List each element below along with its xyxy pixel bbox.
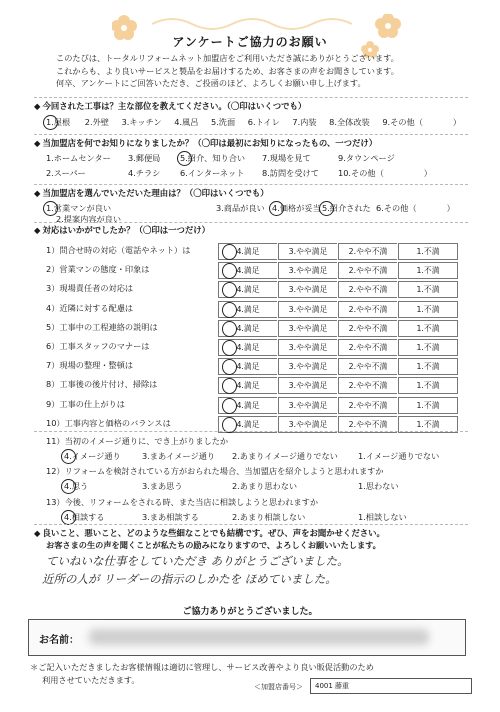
q4-rating-option[interactable]: 1.不満 bbox=[398, 377, 458, 394]
q4-rating-option[interactable]: 1.不満 bbox=[398, 358, 458, 375]
answer-circle-mark bbox=[222, 340, 237, 356]
divider bbox=[34, 431, 468, 432]
q1-option-washroom[interactable]: 5.洗面 bbox=[211, 117, 236, 127]
q4-rating-option[interactable]: 4.満足 bbox=[218, 358, 277, 375]
q1-text: 今回された工事は？主な部位を教えてください。 bbox=[42, 101, 227, 111]
answer-circle-mark bbox=[222, 321, 237, 337]
comment-area[interactable] bbox=[42, 551, 466, 595]
q2-option-flyer[interactable]: 4.チラシ bbox=[128, 168, 161, 178]
q4-row-2 bbox=[46, 260, 476, 280]
q3-option-referred[interactable]: 5.紹介された bbox=[322, 203, 371, 214]
q4-item-label: 6）工事スタッフのマナーは bbox=[46, 341, 150, 351]
q12-option-not-really[interactable]: 2.あまり思わない bbox=[232, 481, 298, 491]
q4-rating-option[interactable]: 1.不満 bbox=[398, 243, 458, 260]
answer-circle-mark bbox=[222, 398, 237, 414]
privacy-note-line: ＊ご記入いただきましたお客様情報は適切に管理し、サービス改善やより良い販促活動のため bbox=[30, 662, 374, 672]
q4-rating-option[interactable]: 3.やや満足 bbox=[278, 339, 337, 356]
q4-rating-option[interactable]: 3.やや満足 bbox=[278, 301, 337, 318]
q4-rating-option[interactable]: 2.やや不満 bbox=[338, 358, 397, 375]
intro-line: このたびは、トータルリフォームネット加盟店をご利用いただき誠にありがとうございます。 bbox=[56, 53, 399, 63]
answer-circle-mark bbox=[61, 449, 76, 464]
intro-text bbox=[56, 52, 476, 90]
q2-option-supermarket[interactable]: 2.スーパー bbox=[46, 168, 86, 178]
q1-option-other[interactable]: 9.その他（ ） bbox=[382, 117, 462, 127]
intro-line: これからも、より良いサービスと製品をお届けするため、お客さまの声をお聞きしています。 bbox=[56, 65, 399, 76]
q4-rating-option[interactable]: 3.やや満足 bbox=[278, 320, 337, 337]
q4-rating-option[interactable]: 3.やや満足 bbox=[278, 377, 337, 394]
q4-rating-option[interactable]: 2.やや不満 bbox=[338, 416, 397, 433]
divider bbox=[34, 97, 468, 98]
q4-rating-option[interactable]: 4.満足 bbox=[218, 262, 277, 279]
q4-rating-option[interactable]: 2.やや不満 bbox=[338, 339, 397, 356]
q4-rating-option[interactable]: 1.不満 bbox=[398, 397, 458, 414]
q4-rating-option[interactable]: 2.やや不満 bbox=[338, 377, 397, 394]
q4-rating-option[interactable]: 2.やや不満 bbox=[338, 262, 397, 279]
q4-rating-option[interactable]: 2.やや不満 bbox=[338, 320, 397, 337]
q4-rating-option[interactable]: 4.満足 bbox=[218, 243, 277, 260]
q4-rating-option[interactable]: 2.やや不満 bbox=[338, 281, 397, 298]
q4-rating-option[interactable]: 2.やや不満 bbox=[338, 397, 397, 414]
comments-lead-1: ◆ 良いこと、悪いこと、どのような些細なことでも結構です。ぜひ、声をお聞かせください。 bbox=[34, 528, 385, 538]
q4-rating-option[interactable]: 1.不満 bbox=[398, 339, 458, 356]
answer-circle-mark bbox=[222, 302, 237, 318]
q2-option-referral[interactable]: 5.紹介、知り合い bbox=[180, 153, 245, 164]
q4-rating-option[interactable]: 4.満足 bbox=[218, 339, 277, 356]
answer-circle-mark bbox=[319, 201, 334, 216]
q4-rating-option[interactable]: 3.やや満足 bbox=[278, 397, 337, 414]
answer-circle-mark bbox=[61, 510, 76, 525]
q4-rating-option[interactable]: 3.やや満足 bbox=[278, 281, 337, 298]
q4-rating-option[interactable]: 3.やや満足 bbox=[278, 262, 337, 279]
q4-row-4 bbox=[46, 299, 476, 319]
divider bbox=[34, 222, 468, 223]
q4-item-label: 7）現場の整理・整頓は bbox=[46, 360, 134, 371]
q3-option-other[interactable]: 6.その他（ ） bbox=[376, 203, 455, 213]
q3-note: （〇印はいくつでも） bbox=[184, 188, 269, 198]
q4-item-label: 1）問合せ時の対応（電話やネット）は bbox=[46, 245, 191, 255]
q1-options bbox=[46, 117, 461, 128]
q4-row-8 bbox=[46, 375, 476, 395]
q1-option-full-renovation[interactable]: 8.全体改装 bbox=[329, 117, 370, 127]
q2-option-other[interactable]: 10.その他（ ） bbox=[338, 168, 432, 178]
q1-option-interior[interactable]: 7.内装 bbox=[292, 117, 317, 127]
q11-text: 11）当初のイメージ通りに、でき上がりましたか bbox=[46, 436, 229, 446]
divider bbox=[34, 134, 468, 135]
q3-option-good-salesperson[interactable]: 1.営業マンが良い bbox=[46, 203, 111, 214]
q13-option-will-consult[interactable]: 4.相談する bbox=[64, 512, 105, 523]
q1-heading: ◆ 今回された工事は？主な部位を教えてください。（〇印はいくつでも） bbox=[34, 101, 307, 111]
q11-option-not-quite[interactable]: 2.あまりイメージ通りでない bbox=[232, 451, 338, 461]
q4-rating-option[interactable]: 4.満足 bbox=[218, 416, 277, 433]
q4-item-label: 3）現場責任者の対応は bbox=[46, 283, 134, 294]
q2-option-internet[interactable]: 6.インターネット bbox=[180, 168, 245, 178]
q1-option-kitchen[interactable]: 3.キッチン bbox=[121, 117, 162, 127]
q4-row-9 bbox=[46, 395, 476, 415]
survey-title: アンケートご協力のお願い bbox=[172, 35, 328, 49]
q4-rating-option[interactable]: 1.不満 bbox=[398, 416, 458, 433]
q3-heading: ◆ 当加盟店を選んでいただいた理由は？（〇印はいくつでも） bbox=[34, 188, 269, 198]
q4-row-3 bbox=[46, 279, 476, 299]
q4-item-label: 5）工事中の工程連絡の説明は bbox=[46, 321, 158, 332]
name-field[interactable] bbox=[28, 619, 466, 656]
store-number-label: ＜加盟店番号＞ bbox=[254, 683, 303, 691]
q4-rating-option[interactable]: 1.不満 bbox=[398, 281, 458, 298]
divider bbox=[34, 524, 468, 525]
q2-text: 当加盟店を何でお知りになりましたか？ bbox=[42, 138, 194, 148]
q4-row-7 bbox=[46, 356, 476, 376]
q3-text: 当加盟店を選んでいただいた理由は？ bbox=[42, 188, 185, 198]
q13-option-unlikely[interactable]: 2.あまり相談しない bbox=[232, 512, 306, 522]
divider bbox=[34, 184, 468, 185]
q2-note: （〇印は最初にお知りになったもの、一つだけ） bbox=[193, 138, 378, 148]
q13-option-will-not[interactable]: 1.相談しない bbox=[358, 512, 407, 522]
answer-circle-mark bbox=[222, 359, 237, 375]
q4-item-label: 2）営業マンの態度・印象は bbox=[46, 264, 150, 275]
q4-rating-option[interactable]: 4.満足 bbox=[218, 320, 277, 337]
q2-heading: ◆ 当加盟店を何でお知りになりましたか？（〇印は最初にお知りになったもの、一つだけ） bbox=[34, 138, 378, 148]
q4-rating-option[interactable]: 2.やや不満 bbox=[338, 301, 397, 318]
q2-option-town-page[interactable]: 9.タウンページ bbox=[338, 153, 395, 163]
q12-option-no[interactable]: 1.思わない bbox=[358, 481, 399, 491]
answer-circle-mark bbox=[177, 151, 192, 166]
q11-option-mostly[interactable]: 3.まあイメージ通り bbox=[142, 451, 216, 461]
answer-circle-mark bbox=[222, 282, 237, 298]
q4-rating-option[interactable]: 4.満足 bbox=[218, 281, 277, 298]
answer-circle-mark bbox=[222, 378, 237, 394]
q4-note: （〇印は一つだけ） bbox=[134, 225, 210, 235]
q4-rating-option[interactable]: 3.やや満足 bbox=[278, 358, 337, 375]
store-number-box bbox=[310, 678, 472, 694]
q12-text: 12）リフォームを検討されている方がおられた場合、当加盟店を紹介しようと思われますか bbox=[46, 466, 384, 476]
q4-rating-option[interactable]: 4.満足 bbox=[218, 397, 277, 414]
q4-heading: ◆ 対応はいかがでしたか？（〇印は一つだけ） bbox=[34, 225, 210, 235]
store-number-value: 4001 藤重 bbox=[315, 682, 350, 690]
q4-item-label: 10）工事内容と価格のバランスは bbox=[46, 417, 171, 428]
q13-option-probably[interactable]: 3.まあ相談する bbox=[142, 512, 199, 522]
q2-option-visited[interactable]: 8.訪問を受けて bbox=[262, 168, 319, 178]
q4-rating-option[interactable]: 1.不満 bbox=[398, 262, 458, 279]
answer-circle-mark bbox=[43, 115, 58, 130]
q1-option-bath[interactable]: 4.風呂 bbox=[174, 117, 199, 127]
name-label: お名前： bbox=[39, 635, 79, 646]
q1-note: （〇印はいくつでも） bbox=[226, 101, 307, 111]
answer-circle-mark bbox=[269, 201, 284, 216]
q1-option-toilet[interactable]: 6.トイレ bbox=[247, 117, 280, 127]
q13-text: 13）今後、リフォームをされる時、また当店に相談しようと思われますか bbox=[46, 497, 319, 507]
handwritten-comment-line-2: 近所の人が リーダーの指示のしかたを ほめていました。 bbox=[42, 572, 337, 586]
q12-option-somewhat[interactable]: 3.まあ思う bbox=[142, 481, 183, 491]
q2-option-saw-site[interactable]: 7.現場を見て bbox=[262, 153, 311, 163]
redacted-name bbox=[89, 629, 429, 645]
q3-option-fair-price[interactable]: 4.価格が妥当 bbox=[272, 203, 321, 214]
q4-item-label: 9）工事の仕上がりは bbox=[46, 398, 125, 409]
q12-option-yes[interactable]: 4.思う bbox=[64, 481, 88, 492]
answer-circle-mark bbox=[61, 479, 76, 494]
q4-rating-option[interactable]: 1.不満 bbox=[398, 301, 458, 318]
answer-circle-mark bbox=[222, 263, 237, 279]
intro-line: 何卒、アンケートにご回答いただき、ご投函のほど、よろしくお願い申し上げます。 bbox=[56, 78, 366, 88]
q11-option-not-as-imagined[interactable]: 1.イメージ通りでない bbox=[358, 451, 440, 461]
q4-rating-option[interactable]: 4.満足 bbox=[218, 377, 277, 394]
q3-option-good-product[interactable]: 3.商品が良い bbox=[216, 203, 265, 213]
q1-option-roof[interactable]: 1.屋根 bbox=[46, 117, 70, 128]
q2-option-home-center[interactable]: 1.ホームセンター bbox=[46, 153, 111, 163]
q4-rating-option[interactable]: 4.満足 bbox=[218, 301, 277, 318]
q4-item-label: 8）工事後の後片付け、掃除は bbox=[46, 379, 158, 390]
answer-circle-mark bbox=[222, 244, 237, 260]
q4-row-5 bbox=[46, 318, 476, 338]
q4-rating-option[interactable]: 2.やや不満 bbox=[338, 243, 397, 260]
q4-rating-option[interactable]: 1.不満 bbox=[398, 320, 458, 337]
q1-option-exterior-wall[interactable]: 2.外壁 bbox=[84, 117, 109, 127]
q4-text: 対応はいかがでしたか？ bbox=[42, 225, 135, 235]
q4-row-1 bbox=[46, 241, 476, 261]
q4-row-6 bbox=[46, 337, 476, 357]
q4-item-label: 4）近隣に対する配慮は bbox=[46, 302, 134, 313]
comments-lead-2: お客さまの生の声を聞くことが私たちの励みになりますので、よろしくお願いいたします。 bbox=[46, 540, 381, 550]
q4-rating-option[interactable]: 3.やや満足 bbox=[278, 243, 337, 260]
q11-option-as-imagined[interactable]: 4.イメージ通り bbox=[64, 451, 121, 462]
thank-you-text: ご協力ありがとうございました。 bbox=[182, 607, 318, 617]
handwritten-comment-line-1: ていねいな仕事をしていただき ありがとうございました。 bbox=[46, 554, 349, 568]
q4-rating-option[interactable]: 3.やや満足 bbox=[278, 416, 337, 433]
q3-option-good-proposal[interactable]: 2.提案内容が良い bbox=[56, 214, 122, 224]
q2-option-post-office[interactable]: 3.郵便局 bbox=[128, 153, 161, 163]
privacy-note-line: 利用させていただきます。 bbox=[42, 674, 140, 685]
